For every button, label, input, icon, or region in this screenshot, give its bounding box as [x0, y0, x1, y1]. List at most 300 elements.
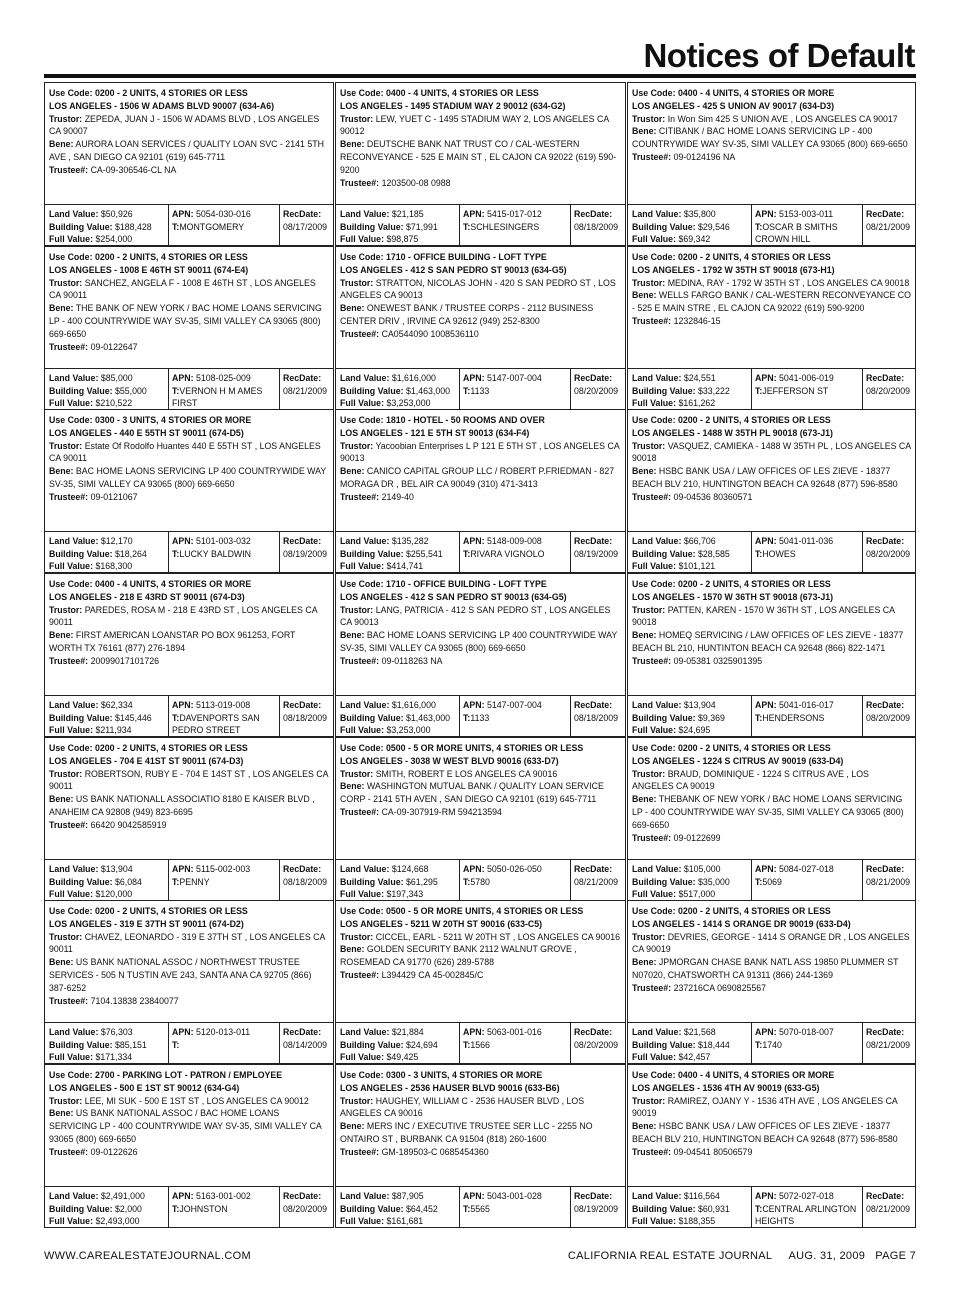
trustor-value: Estate Of Rodolfo Huantes 440 E 55TH ST , LOS ANGELES CA 90011: [49, 440, 321, 464]
building-value-row: [340, 221, 438, 234]
building-value-label: Building Value:: [340, 548, 404, 559]
recdate-label: RecDate:: [283, 1191, 322, 1201]
tract-label: T:: [172, 221, 180, 232]
page-title: Notices of Default: [643, 37, 915, 74]
trustor-value: HAUGHEY, WILLIAM C - 2536 HAUSER BLVD , LOS ANGELES CA 90016: [340, 1095, 585, 1119]
use-code: Use Code: 0200 - 2 UNITS, 4 STORIES OR LESS: [632, 415, 831, 425]
trustee-number-value: 2149-40: [381, 491, 414, 502]
value-column: [340, 372, 450, 410]
value-column: [49, 699, 152, 737]
tract-label: T:: [463, 1039, 471, 1050]
trustee-number-line: [632, 655, 911, 668]
value-column: [632, 535, 730, 573]
beneficiary-line: [632, 629, 911, 655]
recdate-label: RecDate:: [866, 536, 905, 546]
full-value-label: Full Value:: [632, 561, 676, 571]
property-values: [335, 204, 626, 246]
apn-row: [463, 372, 570, 385]
tract-row: [463, 1203, 570, 1216]
full-value-label: Full Value:: [340, 1052, 384, 1062]
recdate-label: RecDate:: [283, 1027, 322, 1037]
apn-row: [755, 1026, 862, 1039]
recdate-value: 08/21/2009: [866, 1203, 911, 1214]
building-value: $28,585: [698, 548, 730, 559]
building-value-row: [632, 221, 730, 234]
use-code: Use Code: 0200 - 2 UNITS, 4 STORIES OR LESS: [49, 88, 248, 98]
beneficiary-value: CANICO CAPITAL GROUP LLC / ROBERT P.FRIEDMAN - 827 MORAGA DR , BEL AIR CA 90049 (310) 471-3413: [340, 466, 615, 489]
full-value-row: [49, 888, 142, 901]
beneficiary-label: Bene:: [340, 1121, 365, 1132]
tract-row: [172, 548, 279, 561]
trustor-label: Trustor:: [49, 604, 83, 615]
full-value-label: Full Value:: [632, 1052, 676, 1062]
tract-value: JEFFERSON ST: [762, 385, 829, 396]
trustee-number-label: Trustee#:: [49, 164, 89, 175]
apn-row: [755, 699, 862, 712]
full-value-row: [340, 233, 438, 246]
land-value-label: Land Value:: [49, 700, 99, 710]
property-address: LOS ANGELES - 1495 STADIUM WAY 2 90012 (634-G2): [340, 100, 566, 111]
trustor-label: Trustor:: [340, 604, 374, 615]
recdate-label: RecDate:: [574, 209, 613, 219]
trustor-label: Trustor:: [632, 440, 666, 451]
full-value-row: [49, 724, 152, 737]
notice-card: [44, 82, 334, 205]
trustee-number-value: 09-04541 80506579: [673, 1146, 753, 1157]
full-value-label: Full Value:: [632, 234, 676, 244]
recdate-label: RecDate:: [574, 536, 613, 546]
property-values: [627, 1022, 916, 1064]
beneficiary-value: FIRST AMERICAN LOANSTAR PO BOX 961253, FORT WORTH TX 76161 (877) 276-1894: [49, 630, 296, 653]
recdate-column: [279, 860, 327, 900]
apn-value: 5063-001-016: [486, 1027, 542, 1037]
beneficiary-line: [632, 125, 911, 151]
trustee-number-line: [340, 491, 621, 504]
trustor-value: RAMIREZ, OJANY Y - 1536 4TH AVE , LOS ANGELES CA 90019: [632, 1095, 898, 1119]
tract-label: T:: [463, 221, 471, 232]
building-value-row: [632, 1039, 730, 1052]
full-value: $188,355: [678, 1216, 716, 1226]
beneficiary-line: [340, 780, 621, 806]
property-address: LOS ANGELES - 1792 W 35TH ST 90018 (673-H1): [632, 264, 835, 275]
trustee-number-value: 09-04536 80360571: [673, 491, 753, 502]
tract-value: DAVENPORTS SAN PEDRO STREET: [172, 712, 260, 735]
tract-label: T:: [172, 1203, 180, 1214]
trustee-number-label: Trustee#:: [340, 177, 380, 188]
beneficiary-line: [49, 956, 329, 994]
trustee-number-label: Trustee#:: [340, 655, 380, 666]
tract-value: 1133: [470, 712, 490, 723]
trustor-line: [340, 604, 621, 630]
recdate-column: [862, 1187, 910, 1227]
building-value-row: [49, 876, 142, 889]
full-value-row: [340, 560, 443, 573]
building-value: $6,084: [115, 876, 142, 887]
trustor-line: [340, 440, 621, 466]
trustor-value: ROBERTSON, RUBY E - 704 E 14ST ST , LOS ANGELES CA 90011: [49, 768, 329, 792]
beneficiary-value: AURORA LOAN SERVICES / QUALITY LOAN SVC - 2141 5TH AVE , SAN DIEGO CA 92101 (619) 645-7711: [49, 139, 324, 162]
building-value-label: Building Value:: [340, 221, 404, 232]
beneficiary-line: [632, 465, 911, 491]
building-value-label: Building Value:: [49, 1039, 113, 1050]
recdate-label: RecDate:: [283, 864, 322, 874]
trustor-label: Trustor:: [340, 1095, 374, 1106]
trustee-number-value: CA0544090 1008536110: [381, 328, 479, 339]
land-value: $13,904: [683, 700, 716, 710]
recdate-column: [570, 205, 618, 245]
beneficiary-value: BAC HOME LOANS SERVICING LP 400 COUNTRYWIDE WAY SV-35, SIMI VALLEY CA 93065 (800) 669-6650: [340, 630, 618, 653]
tract-row: [755, 876, 862, 889]
notice-card: [44, 737, 334, 860]
apn-column: [751, 1187, 862, 1227]
recdate-label: RecDate:: [283, 536, 322, 546]
apn-label: APN:: [172, 700, 194, 710]
building-value: $2,000: [115, 1203, 142, 1214]
land-value-label: Land Value:: [340, 864, 390, 874]
trustor-line: [632, 931, 911, 957]
apn-value: 5115-002-003: [195, 864, 251, 874]
full-value: $161,262: [678, 398, 716, 408]
beneficiary-line: [49, 1107, 329, 1145]
recdate-value: 08/19/2009: [574, 548, 619, 559]
recdate-column: [279, 696, 327, 736]
full-value: $211,934: [95, 725, 132, 735]
building-value-label: Building Value:: [340, 1203, 404, 1214]
building-value: $64,452: [406, 1203, 438, 1214]
value-column: [340, 1190, 438, 1228]
full-value: $42,457: [678, 1052, 711, 1062]
notice-card: [335, 246, 626, 369]
trustor-line: [49, 931, 329, 957]
trustee-number-value: CA-09-306546-CL NA: [90, 164, 177, 175]
tract-label: T:: [172, 1039, 180, 1050]
trustee-number-line: [632, 491, 911, 504]
building-value: $255,541: [406, 548, 443, 559]
use-code: Use Code: 0500 - 5 OR MORE UNITS, 4 STORIES OR LESS: [340, 906, 584, 916]
footer-date: AUG. 31, 2009: [788, 1250, 866, 1262]
apn-label: APN:: [172, 864, 194, 874]
full-value-row: [49, 1215, 145, 1228]
full-value-row: [340, 1215, 438, 1228]
trustor-value: MEDINA, RAY - 1792 W 35TH ST , LOS ANGELES CA 90018: [667, 277, 910, 288]
use-code: Use Code: 1810 - HOTEL - 50 ROOMS AND OVER: [340, 415, 545, 425]
recdate-label: RecDate:: [866, 700, 905, 710]
footer-publication-info: [568, 1250, 916, 1262]
land-value-row: [632, 372, 730, 385]
value-column: [340, 1026, 438, 1064]
full-value-label: Full Value:: [49, 561, 93, 571]
tract-value: JOHNSTON: [179, 1203, 228, 1214]
land-value-row: [49, 1190, 145, 1203]
use-code: Use Code: 0200 - 2 UNITS, 4 STORIES OR LESS: [49, 906, 248, 916]
tract-label: T:: [755, 1203, 763, 1214]
building-value-row: [340, 1203, 438, 1216]
land-value-label: Land Value:: [49, 1027, 99, 1037]
full-value-row: [632, 1215, 730, 1228]
apn-row: [172, 1026, 279, 1039]
tract-row: [755, 1203, 862, 1228]
trustor-label: Trustor:: [340, 768, 374, 779]
trustor-line: [49, 1095, 329, 1108]
land-value: $21,185: [391, 209, 424, 219]
apn-label: APN:: [463, 864, 485, 874]
apn-row: [755, 1190, 862, 1203]
land-value: $21,568: [683, 1027, 716, 1037]
land-value-label: Land Value:: [632, 373, 682, 383]
land-value-row: [632, 535, 730, 548]
land-value-label: Land Value:: [340, 209, 390, 219]
trustor-line: [340, 1095, 621, 1121]
property-address: LOS ANGELES - 1488 W 35TH PL 90018 (673-J1): [632, 427, 833, 438]
beneficiary-line: [340, 138, 621, 176]
land-value: $1,616,000: [391, 373, 436, 383]
property-address: LOS ANGELES - 121 E 5TH ST 90013 (634-F4): [340, 427, 530, 438]
value-column: [49, 372, 147, 410]
value-column: [340, 208, 438, 246]
tract-value: 1740: [762, 1039, 782, 1050]
recdate-label: RecDate:: [574, 1191, 613, 1201]
beneficiary-line: [632, 1120, 911, 1146]
notice-card: [44, 900, 334, 1023]
apn-value: 5108-025-009: [195, 373, 251, 383]
building-value-row: [340, 385, 450, 398]
notice-card: [335, 573, 626, 696]
land-value: $85,000: [100, 373, 133, 383]
apn-value: 5148-009-008: [486, 536, 542, 546]
land-value-row: [632, 1190, 730, 1203]
trustee-number-label: Trustee#:: [632, 1146, 672, 1157]
full-value-label: Full Value:: [340, 561, 384, 571]
use-code: Use Code: 0200 - 2 UNITS, 4 STORIES OR LESS: [632, 579, 831, 589]
land-value-row: [49, 863, 142, 876]
use-code: Use Code: 0400 - 4 UNITS, 4 STORIES OR MORE: [49, 579, 252, 589]
beneficiary-label: Bene:: [632, 794, 657, 805]
apn-label: APN:: [172, 536, 194, 546]
recdate-label: RecDate:: [866, 864, 905, 874]
building-value: $85,151: [115, 1039, 147, 1050]
apn-column: [168, 532, 279, 572]
trustor-value: LEW, YUET C - 1495 STADIUM WAY 2, LOS ANGELES CA 90012: [340, 113, 609, 137]
notice-card: [44, 409, 334, 532]
use-code: Use Code: 1710 - OFFICE BUILDING - LOFT TYPE: [340, 579, 547, 589]
property-address: LOS ANGELES - 1536 4TH AV 90019 (633-G5): [632, 1082, 820, 1093]
beneficiary-label: Bene:: [632, 957, 657, 968]
beneficiary-value: MERS INC / EXECUTIVE TRUSTEE SER LLC - 2255 NO ONTAIRO ST , BURBANK CA 91504 (818) 260-1600: [340, 1121, 593, 1144]
value-column: [49, 535, 147, 573]
full-value-label: Full Value:: [632, 1216, 676, 1226]
recdate-value: 08/21/2009: [866, 1039, 911, 1050]
apn-row: [172, 699, 279, 712]
trustor-line: [340, 768, 621, 781]
land-value-label: Land Value:: [632, 209, 682, 219]
land-value-row: [340, 699, 450, 712]
apn-column: [168, 205, 279, 245]
full-value: $254,000: [95, 234, 133, 244]
building-value: $1,463,000: [406, 385, 451, 396]
trustor-label: Trustor:: [632, 604, 666, 615]
tract-row: [172, 1203, 279, 1216]
recdate-value: 08/18/2009: [283, 712, 328, 723]
trustee-number-value: 09-0122699: [673, 832, 721, 843]
recdate-column: [862, 1023, 910, 1063]
property-address: LOS ANGELES - 1224 S CITRUS AV 90019 (633-D4): [632, 755, 844, 766]
value-column: [49, 208, 152, 246]
apn-value: 5147-007-004: [486, 373, 542, 383]
trustor-line: [632, 1095, 911, 1121]
trustee-number-label: Trustee#:: [632, 832, 672, 843]
land-value: $66,706: [683, 536, 716, 546]
tract-label: T:: [755, 712, 763, 723]
property-values: [335, 368, 626, 410]
building-value: $24,694: [406, 1039, 438, 1050]
trustor-value: SANCHEZ, ANGELA F - 1008 E 46TH ST , LOS ANGELES CA 90011: [49, 277, 316, 301]
apn-row: [172, 535, 279, 548]
beneficiary-line: [340, 465, 621, 491]
tract-value: HOWES: [762, 548, 796, 559]
trustor-line: [49, 440, 329, 466]
tract-label: T:: [755, 1039, 763, 1050]
trustee-number-label: Trustee#:: [632, 982, 672, 993]
apn-label: APN:: [463, 373, 485, 383]
trustor-value: LANG, PATRICIA - 412 S SAN PEDRO ST , LOS ANGELES CA 90013: [340, 604, 611, 628]
land-value: $116,564: [683, 1191, 720, 1201]
trustee-number-value: CA-09-307919-RM 594213594: [381, 806, 502, 817]
building-value: $61,295: [406, 876, 438, 887]
recdate-value: 08/20/2009: [283, 1203, 328, 1214]
trustee-number-line: [632, 315, 911, 328]
building-value-row: [49, 221, 152, 234]
trustee-number-label: Trustee#:: [49, 491, 89, 502]
land-value: $1,616,000: [391, 700, 436, 710]
value-column: [340, 535, 443, 573]
tract-value: LUCKY BALDWIN: [179, 548, 252, 559]
tract-label: T:: [172, 385, 180, 396]
trustee-number-line: [340, 655, 621, 668]
recdate-label: RecDate:: [866, 209, 905, 219]
apn-value: 5072-027-018: [778, 1191, 834, 1201]
use-code: Use Code: 0400 - 4 UNITS, 4 STORIES OR MORE: [632, 88, 835, 98]
beneficiary-value: US BANK NATIONAL ASSOC / NORTHWEST TRUSTEE SERVICES - 505 N TUSTIN AVE 243, SANTA ANA CA 92705 (866) 387-6252: [49, 957, 312, 993]
use-code: Use Code: 1710 - OFFICE BUILDING - LOFT TYPE: [340, 252, 547, 262]
land-value-row: [340, 535, 443, 548]
tract-row: [463, 221, 570, 234]
tract-value: CENTRAL ARLINGTON HEIGHTS: [755, 1203, 857, 1226]
tract-value: MONTGOMERY: [179, 221, 245, 232]
trustor-value: Yacoobian Enterprises L P 121 E 5TH ST , LOS ANGELES CA 90013: [340, 440, 620, 464]
trustee-number-label: Trustee#:: [49, 819, 89, 830]
land-value: $76,303: [100, 1027, 133, 1037]
beneficiary-line: [340, 629, 621, 655]
value-column: [632, 372, 730, 410]
tract-label: T:: [463, 876, 471, 887]
property-values: [44, 368, 334, 410]
property-values: [627, 204, 916, 246]
trustee-number-label: Trustee#:: [340, 491, 380, 502]
land-value-label: Land Value:: [340, 1191, 390, 1201]
recdate-label: RecDate:: [283, 700, 322, 710]
tract-label: T:: [463, 1203, 471, 1214]
full-value-label: Full Value:: [340, 1216, 384, 1226]
recdate-column: [570, 1023, 618, 1063]
recdate-column: [570, 1187, 618, 1227]
beneficiary-label: Bene:: [49, 303, 74, 314]
building-value: $9,369: [698, 712, 725, 723]
beneficiary-value: BAC HOME LAONS SERVICING LP 400 COUNTRYWIDE WAY SV-35, SIMI VALLEY CA 93065 (800) 669-6650: [49, 466, 327, 489]
recdate-value: 08/20/2009: [574, 385, 619, 396]
apn-column: [168, 1023, 279, 1063]
notice-card: [44, 1064, 334, 1187]
trustee-number-label: Trustee#:: [49, 1146, 89, 1157]
tract-label: T:: [463, 712, 471, 723]
trustee-number-value: 7104.13838 23840077: [90, 995, 179, 1006]
full-value-row: [632, 560, 730, 573]
trustee-number-label: Trustee#:: [340, 1146, 380, 1157]
apn-row: [172, 208, 279, 221]
trustor-value: CHAVEZ, LEONARDO - 319 E 37TH ST , LOS ANGELES CA 90011: [49, 931, 325, 955]
property-address: LOS ANGELES - 440 E 55TH ST 90011 (674-D5): [49, 427, 244, 438]
land-value-label: Land Value:: [49, 536, 99, 546]
value-column: [340, 699, 450, 737]
trustor-value: VASQUEZ, CAMIEKA - 1488 W 35TH PL , LOS ANGELES CA 90018: [632, 440, 911, 464]
beneficiary-label: Bene:: [340, 139, 365, 150]
apn-row: [463, 1026, 570, 1039]
apn-column: [751, 1023, 862, 1063]
recdate-label: RecDate:: [866, 1027, 905, 1037]
recdate-value: 08/21/2009: [574, 876, 619, 887]
trustee-number-label: Trustee#:: [632, 655, 672, 666]
land-value-label: Land Value:: [49, 373, 99, 383]
recdate-column: [570, 696, 618, 736]
recdate-label: RecDate:: [574, 864, 613, 874]
property-address: LOS ANGELES - 1008 E 46TH ST 90011 (674-E4): [49, 264, 249, 275]
tract-value: RIVARA VIGNOLO: [470, 548, 545, 559]
trustor-value: LEE, MI SUK - 500 E 1ST ST , LOS ANGELES CA 90012: [84, 1095, 309, 1106]
land-value-row: [49, 535, 147, 548]
notice-card: [627, 82, 916, 205]
full-value: $3,253,000: [386, 398, 431, 408]
value-column: [340, 863, 438, 901]
apn-row: [755, 372, 862, 385]
beneficiary-value: DEUTSCHE BANK NAT TRUST CO / CAL-WESTERN RECONVEYANCE - 525 E MAIN ST , EL CAJON CA 92022 (619) 590-9200: [340, 139, 617, 175]
recdate-value: 08/21/2009: [283, 385, 328, 396]
recdate-value: 08/20/2009: [574, 1039, 619, 1050]
building-value-label: Building Value:: [49, 548, 113, 559]
apn-row: [172, 372, 279, 385]
building-value-label: Building Value:: [340, 385, 404, 396]
footer-page: PAGE 7: [875, 1250, 916, 1262]
recdate-label: RecDate:: [574, 700, 613, 710]
trustee-number-label: Trustee#:: [632, 315, 672, 326]
beneficiary-value: THE BANK OF NEW YORK / BAC HOME LOANS SERVICING LP - 400 COUNTRYWIDE WAY SV-35, SIMI VALLEY CA 93065 (800) 669-6650: [49, 303, 322, 339]
trustor-line: [632, 440, 911, 466]
beneficiary-line: [49, 138, 329, 164]
trustor-label: Trustor:: [340, 440, 374, 451]
apn-label: APN:: [172, 1191, 194, 1201]
beneficiary-value: US BANK NATIONALL ASSOCIATIO 8180 E KAISER BLVD , ANAHEIM CA 92808 (949) 823-6695: [49, 794, 315, 817]
trustor-label: Trustor:: [340, 113, 374, 124]
trustor-value: BRAUD, DOMINIQUE - 1224 S CITRUS AVE , LOS ANGELES CA 90019: [632, 768, 869, 792]
trustee-number-value: 09-05381 0325901395: [673, 655, 763, 666]
trustor-label: Trustor:: [49, 277, 83, 288]
trustor-value: PATTEN, KAREN - 1570 W 36TH ST , LOS ANGELES CA 90018: [632, 604, 895, 628]
building-value-row: [632, 712, 725, 725]
tract-row: [755, 1039, 862, 1052]
property-address: LOS ANGELES - 500 E 1ST ST 90012 (634-G4): [49, 1082, 240, 1093]
full-value: $2,493,000: [95, 1216, 140, 1226]
building-value-label: Building Value:: [340, 876, 404, 887]
beneficiary-value: WELLS FARGO BANK / CAL-WESTERN RECONVEYANCE CO - 525 E MAIN STRE , EL CAJON CA 92022 (619) 590-9200: [632, 290, 911, 314]
notice-card: [44, 246, 334, 369]
